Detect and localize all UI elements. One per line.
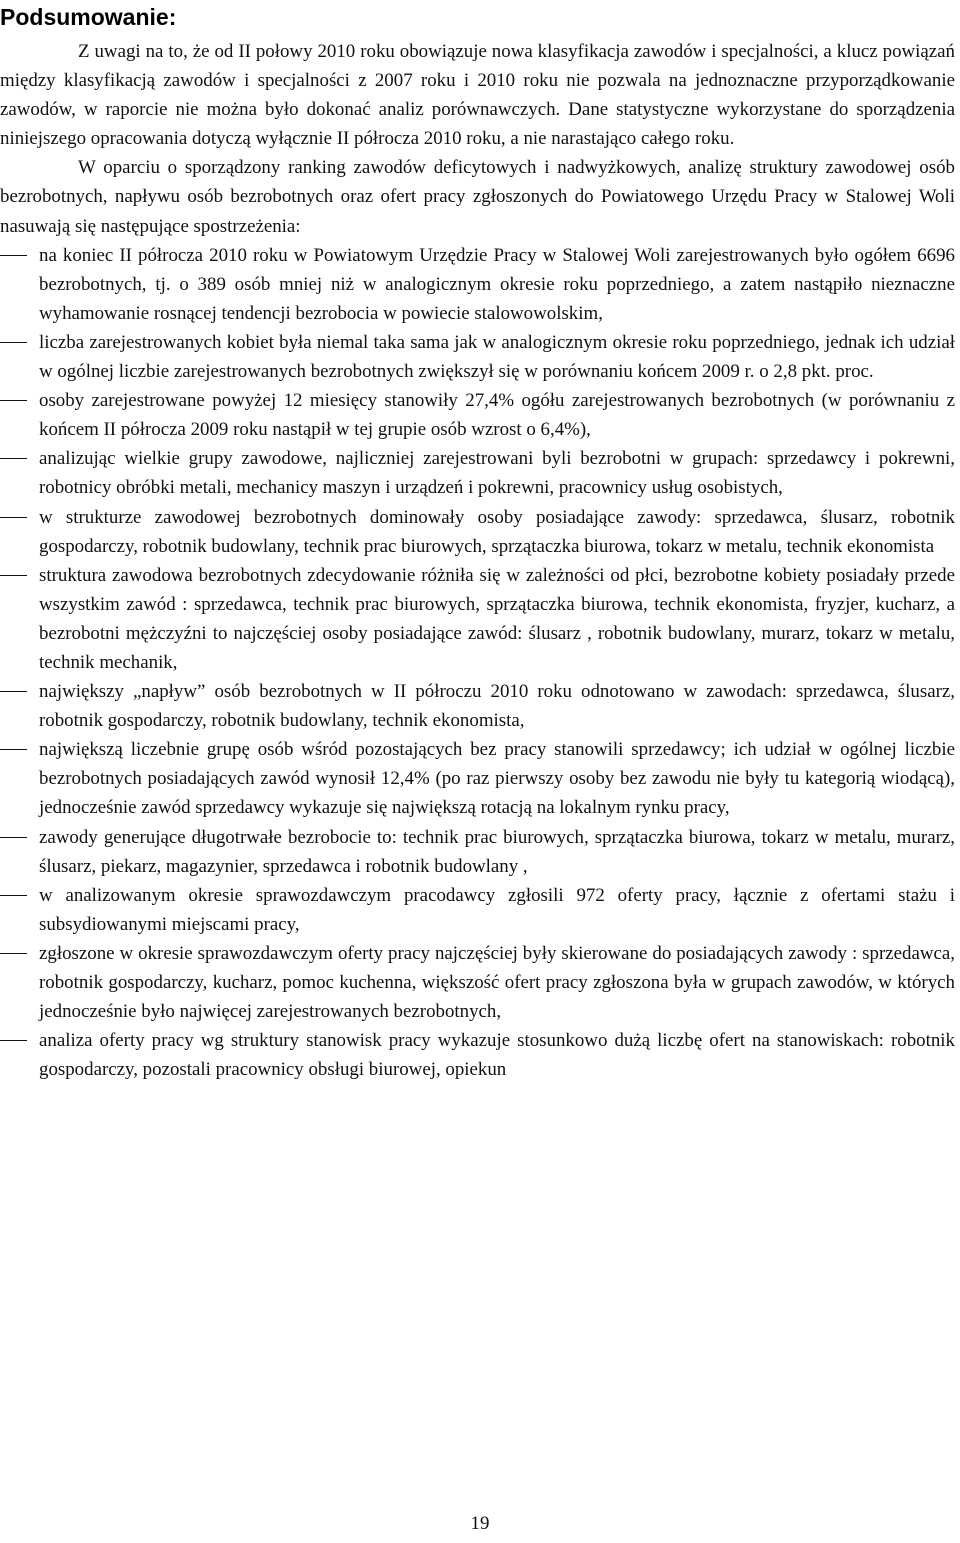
list-item-text: analiza oferty pracy wg struktury stanowisk pracy wykazuje stosunkowo dużą liczbę ofert na stanowiskach: robotnik gospodarczy, pozostali pracownicy obsługi biurowej, opiekun bbox=[39, 1030, 955, 1081]
list-item bbox=[0, 561, 955, 677]
list-item bbox=[0, 823, 955, 881]
list-item-text: zgłoszone w okresie sprawozdawczym oferty pracy najczęściej były skierowane do posiadających zawody : sprzedawca, robotnik gospodarczy, kucharz, pomoc kuchenna, większość ofert pracy zgłoszona była w grupach zawodów, w których jednocześnie było najwięcej zarejestrowanych bezrobotnych, bbox=[39, 942, 955, 1023]
list-item bbox=[0, 1026, 955, 1084]
dash-bullet-icon bbox=[0, 575, 27, 576]
document-body bbox=[0, 37, 955, 1084]
list-item bbox=[0, 444, 955, 502]
list-item bbox=[0, 328, 955, 386]
list-item bbox=[0, 939, 955, 1026]
list-item-text: największą liczebnie grupę osób wśród pozostających bez pracy stanowili sprzedawcy; ich udział w ogólnej liczbie bezrobotnych posiadających zawód wynosił 12,4% (po raz pierwszy osoby bez zawodu nie były tu kategorią wiodącą), jednocześnie zawód sprzedawcy wykazuje się największą rotacją na lokalnym rynku pracy, bbox=[39, 739, 955, 819]
dash-bullet-icon bbox=[0, 749, 27, 750]
dash-bullet-icon bbox=[0, 953, 27, 954]
dash-bullet-icon bbox=[0, 895, 27, 896]
list-item bbox=[0, 241, 955, 328]
list-item bbox=[0, 677, 955, 735]
list-item-text: na koniec II półrocza 2010 roku w Powiatowym Urzędzie Pracy w Stalowej Woli zarejestrowanych było ogółem 6696 bezrobotnych, tj. o 389 osób mniej niż w analogicznym okresie roku poprzedniego, a zatem nastąpiło nieznaczne wyhamowanie rosnącej tendencji bezrobocia w powiecie stalowowolskim, bbox=[39, 244, 955, 324]
list-item bbox=[0, 735, 955, 822]
list-item-text: zawody generujące długotrwałe bezrobocie to: technik prac biurowych, sprzątaczka biurowa, tokarz w metalu, murarz, ślusarz, piekarz, magazynier, sprzedawca i robotnik budowlany , bbox=[39, 826, 955, 877]
list-item bbox=[0, 503, 955, 561]
dash-bullet-icon bbox=[0, 400, 27, 401]
list-item-text: osoby zarejestrowane powyżej 12 miesięcy stanowiły 27,4% ogółu zarejestrowanych bezrobotnych (w porównaniu z końcem II półrocza 2009 roku nastąpił w tej grupie osób wzrost o 6,4%), bbox=[39, 390, 955, 441]
section-heading: Podsumowanie: bbox=[0, 4, 177, 30]
list-item-text: struktura zawodowa bezrobotnych zdecydowanie różniła się w zależności od płci, bezrobotne kobiety posiadały przede wszystkim zawód : sprzedawca, technik prac biurowych, sprzątaczka biurowa, technik ekonomista, fryzjer, kucharz, a bezrobotni mężczyźni to najczęściej osoby posiadające zawód: ślusarz , robotnik budowlany, murarz, tokarz w metalu, technik mechanik, bbox=[39, 564, 955, 673]
list-item-text: w analizowanym okresie sprawozdawczym pracodawcy zgłosili 972 oferty pracy, łącznie z ofertami stażu i subsydiowanymi miejscami pracy, bbox=[39, 884, 955, 935]
dash-bullet-icon bbox=[0, 342, 27, 343]
paragraph: Z uwagi na to, że od II połowy 2010 roku obowiązuje nowa klasyfikacja zawodów i specjalności, a klucz powiązań między klasyfikacją zawodów i specjalności z 2007 roku i 2010 roku nie pozwala na jednoznaczne przyporządkowanie zawodów, w raporcie nie można było dokonać analiz porównawczych. Dane statystyczne wykorzystane do sporządzenia niniejszego opracowania dotyczą wyłącznie II półrocza 2010 roku, a nie narastająco całego roku. bbox=[0, 41, 955, 150]
dash-bullet-icon bbox=[0, 837, 27, 838]
dash-bullet-icon bbox=[0, 691, 27, 692]
page-number: 19 bbox=[470, 1513, 490, 1534]
dash-bullet-icon bbox=[0, 517, 27, 518]
list-item bbox=[0, 386, 955, 444]
list-item bbox=[0, 881, 955, 939]
list-item-text: największy „napływ” osób bezrobotnych w II półroczu 2010 roku odnotowano w zawodach: sprzedawca, ślusarz, robotnik gospodarczy, robotnik budowlany, technik ekonomista, bbox=[39, 681, 955, 732]
dash-bullet-icon bbox=[0, 255, 27, 256]
paragraph: W oparciu o sporządzony ranking zawodów deficytowych i nadwyżkowych, analizę struktury zawodowej osób bezrobotnych, napływu osób bezrobotnych oraz ofert pracy zgłoszonych do Powiatowego Urzędu Pracy w Stalowej Woli nasuwają się następujące spostrzeżenia: bbox=[0, 157, 955, 237]
list-item-text: analizując wielkie grupy zawodowe, najliczniej zarejestrowani byli bezrobotni w grupach: sprzedawcy i pokrewni, robotnicy obróbki metali, mechanicy maszyn i urządzeń i pokrewni, pracownicy usług osobistych, bbox=[39, 448, 955, 499]
bullet-list bbox=[0, 241, 955, 1085]
dash-bullet-icon bbox=[0, 1040, 27, 1041]
list-item-text: liczba zarejestrowanych kobiet była niemal taka sama jak w analogicznym okresie roku poprzedniego, jednak ich udział w ogólnej liczbie zarejestrowanych bezrobotnych zwiększył się w porównaniu końcem 2009 r. o 2,8 pkt. proc. bbox=[39, 331, 955, 383]
dash-bullet-icon bbox=[0, 458, 27, 459]
list-item-text: w strukturze zawodowej bezrobotnych dominowały osoby posiadające zawody: sprzedawca, ślusarz, robotnik gospodarczy, robotnik budowlany, technik prac biurowych, sprzątaczka biurowa, tokarz w metalu, technik ekonomista bbox=[39, 506, 955, 557]
